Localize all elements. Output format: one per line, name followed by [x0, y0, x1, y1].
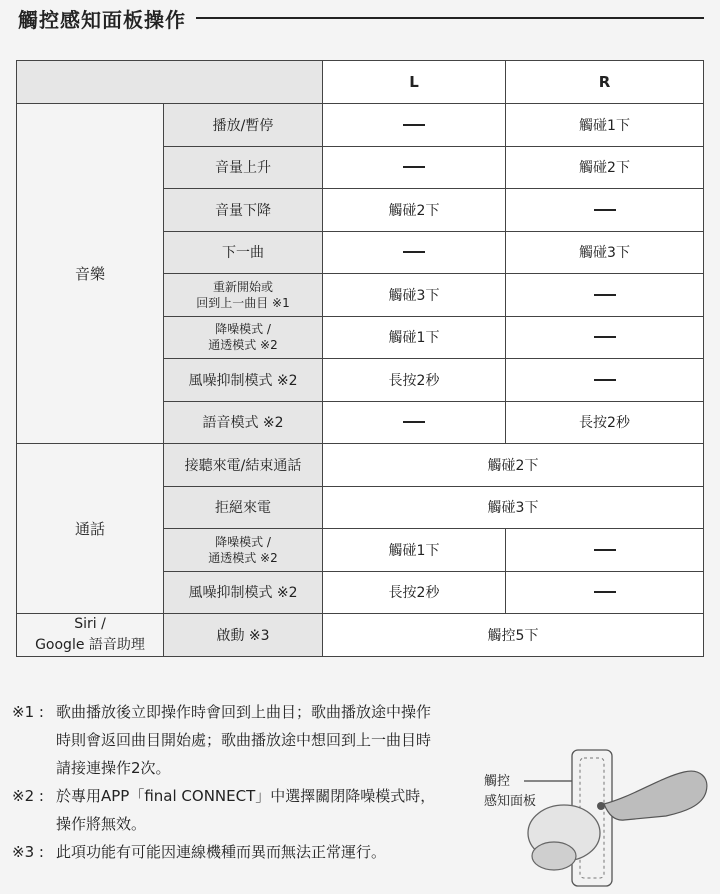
- action-cell: 語音模式 ※2: [164, 401, 323, 444]
- touch-panel-label: [484, 772, 536, 812]
- right-cell: [506, 316, 704, 359]
- right-cell: 觸碰2下: [506, 146, 704, 189]
- category-call: 通話: [17, 444, 164, 614]
- hand-shape: [604, 771, 707, 820]
- dash-icon: [594, 294, 616, 296]
- action-cell: 音量上升: [164, 146, 323, 189]
- footnote: [12, 782, 516, 838]
- action-cell: 風噪抑制模式 ※2: [164, 571, 323, 614]
- dash-icon: [594, 549, 616, 551]
- table-row: [17, 444, 704, 487]
- right-cell: [506, 359, 704, 402]
- title-rule: [196, 17, 704, 19]
- left-cell: [323, 401, 506, 444]
- left-cell: 長按2秒: [323, 571, 506, 614]
- category-line: Google 語音助理: [35, 637, 145, 653]
- action-line: 降噪模式 /: [215, 322, 271, 337]
- right-cell: [506, 529, 704, 572]
- footnote-text: [56, 838, 516, 866]
- right-cell: [506, 274, 704, 317]
- footnote-mark: ※2 :: [12, 787, 44, 805]
- footnote: [12, 838, 516, 866]
- right-cell: [506, 189, 704, 232]
- footnote-line: 操作將無效。: [56, 815, 147, 833]
- action-line: 回到上一曲目 ※1: [196, 295, 290, 310]
- left-cell: 觸碰2下: [323, 189, 506, 232]
- earbud-hand-icon: [484, 748, 720, 890]
- left-cell: 觸碰1下: [323, 529, 506, 572]
- right-cell: 觸碰3下: [506, 231, 704, 274]
- header-blank-cell: [17, 61, 323, 104]
- action-cell: 風噪抑制模式 ※2: [164, 359, 323, 402]
- footnote: [12, 698, 516, 782]
- dash-icon: [594, 591, 616, 593]
- label-line: 觸控: [484, 774, 511, 789]
- table-header-row: [17, 61, 704, 104]
- table-row: [17, 614, 704, 657]
- left-cell: [323, 104, 506, 147]
- page-title: 觸控感知面板操作: [18, 7, 186, 32]
- section-header: [18, 4, 704, 32]
- left-cell: 觸碰1下: [323, 316, 506, 359]
- action-line: 通透模式 ※2: [208, 338, 278, 353]
- footnote-text: [56, 698, 516, 782]
- category-music: 音樂: [17, 104, 164, 444]
- label-line: 感知面板: [484, 794, 537, 809]
- action-cell: [164, 316, 323, 359]
- touch-operation-table: [16, 60, 704, 657]
- footnote-mark: ※3 :: [12, 843, 44, 861]
- left-cell: 長按2秒: [323, 359, 506, 402]
- right-cell: 長按2秒: [506, 401, 704, 444]
- touch-point: [597, 802, 605, 810]
- right-cell: [506, 571, 704, 614]
- action-cell: 拒絕來電: [164, 486, 323, 529]
- category-assistant: [17, 614, 164, 657]
- action-cell: [164, 274, 323, 317]
- action-cell: 啟動 ※3: [164, 614, 323, 657]
- both-cell: 觸控5下: [323, 614, 704, 657]
- dash-icon: [594, 336, 616, 338]
- left-cell: 觸碰3下: [323, 274, 506, 317]
- action-line: 重新開始或: [212, 279, 273, 294]
- right-cell: 觸碰1下: [506, 104, 704, 147]
- footnote-mark: ※1 :: [12, 703, 44, 721]
- left-cell: [323, 231, 506, 274]
- dash-icon: [403, 166, 425, 168]
- header-right-earbud: R: [506, 61, 704, 104]
- action-line: 通透模式 ※2: [208, 550, 278, 565]
- dash-icon: [403, 421, 425, 423]
- action-line: 降噪模式 /: [215, 534, 271, 549]
- footnote-line: 此項功能有可能因連線機種而異而無法正常運行。: [56, 843, 387, 861]
- footnotes: [12, 698, 516, 866]
- footnote-line: 時則會返回曲目開始處；歌曲播放途中想回到上一曲目時: [56, 731, 432, 749]
- action-cell: [164, 529, 323, 572]
- dash-icon: [403, 251, 425, 253]
- footnote-line: 請接連操作2次。: [56, 759, 171, 777]
- action-cell: 播放/暫停: [164, 104, 323, 147]
- footnote-text: [56, 782, 516, 838]
- dash-icon: [403, 124, 425, 126]
- touch-panel-illustration: [484, 748, 720, 890]
- both-cell: 觸碰3下: [323, 486, 704, 529]
- table-row: [17, 104, 704, 147]
- dash-icon: [594, 209, 616, 211]
- action-cell: 下一曲: [164, 231, 323, 274]
- action-cell: 音量下降: [164, 189, 323, 232]
- footnote-line: 歌曲播放後立即操作時會回到上曲目；歌曲播放途中操作: [56, 703, 432, 721]
- ear-tip: [532, 842, 576, 870]
- category-line: Siri /: [74, 616, 106, 632]
- action-cell: 接聽來電/結束通話: [164, 444, 323, 487]
- footnote-line: 於專用APP「final CONNECT」中選擇關閉降噪模式時，: [56, 787, 436, 805]
- dash-icon: [594, 379, 616, 381]
- left-cell: [323, 146, 506, 189]
- header-left-earbud: L: [323, 61, 506, 104]
- both-cell: 觸碰2下: [323, 444, 704, 487]
